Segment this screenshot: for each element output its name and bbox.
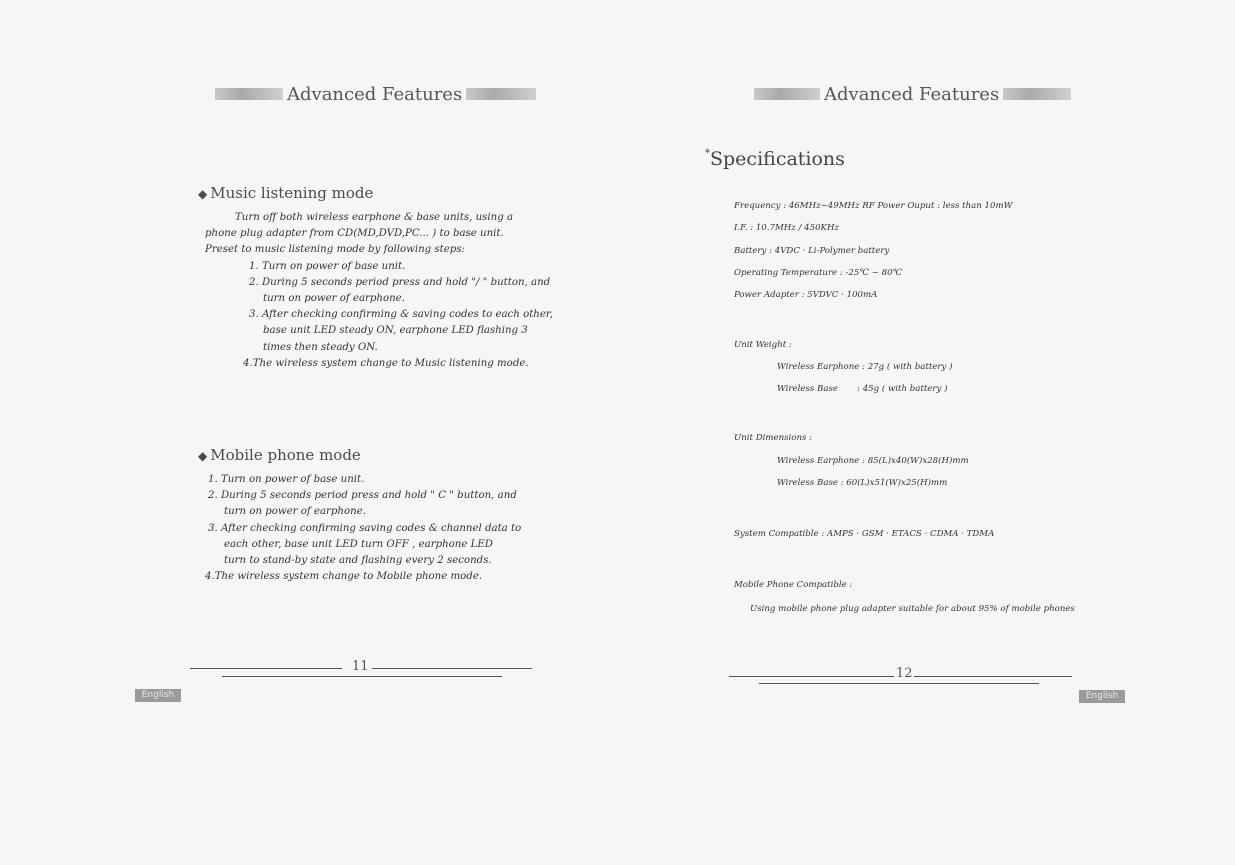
page-number: 12 xyxy=(896,666,913,681)
mobile-step-3: 3. After checking confirming saving codes & channel data to xyxy=(208,522,522,534)
mobile-step-1: 1. Turn on power of base unit. xyxy=(208,474,365,485)
footer-rule-under xyxy=(222,676,502,677)
music-step-2-cont: turn on power of earphone. xyxy=(263,293,405,305)
header-bar-right xyxy=(466,88,536,100)
language-tab: English xyxy=(1079,690,1125,703)
footer-rule-right xyxy=(372,668,532,669)
spec-operating-temperature: Operating Temperature : -25℃ ~ 80℃ xyxy=(734,268,903,278)
spec-system-compatible: System Compatible : AMPS · GSM · ETACS · CDMA · TDMA xyxy=(734,529,995,539)
spec-battery: Battery : 4VDC · Li-Polymer battery xyxy=(734,246,890,256)
header-title: Advanced Features xyxy=(287,83,463,105)
mobile-step-3-cont: turn to stand-by state and flashing every 2 seconds. xyxy=(224,555,492,567)
music-step-2: 2. During 5 seconds period press and hold "/ " button, and xyxy=(249,276,551,288)
language-tab: English xyxy=(135,689,181,702)
page-12 xyxy=(617,0,1235,865)
footer-rule-left xyxy=(729,676,894,677)
music-step-1: 1. Turn on power of base unit. xyxy=(249,260,406,272)
music-mode-heading-text: Music listening mode xyxy=(210,184,374,202)
footer-rule-left xyxy=(190,668,342,669)
mobile-step-2: 2. During 5 seconds period press and hold " C " button, and xyxy=(208,490,517,502)
music-step-4: 4.The wireless system change to Music listening mode. xyxy=(243,357,529,369)
music-intro-line: Turn off both wireless earphone & base units, using a xyxy=(235,212,514,223)
page-11 xyxy=(0,0,617,865)
spec-dimensions-base: Wireless Base : 60(L)x51(W)x25(H)mm xyxy=(777,478,948,488)
music-intro-line: Preset to music listening mode by following steps: xyxy=(205,244,465,256)
footer-rule-under xyxy=(759,683,1039,684)
music-step-3: 3. After checking confirming & saving codes to each other, xyxy=(249,309,553,321)
mobile-mode-heading xyxy=(198,446,361,464)
spec-power-adapter: Power Adapter : 5VDVC · 100mA xyxy=(734,290,878,300)
page-header xyxy=(215,80,536,108)
spec-mobile-compatible-label: Mobile Phone Compatible : xyxy=(734,580,853,590)
mobile-step-3-cont: each other, base unit LED turn OFF , earphone LED xyxy=(224,538,493,550)
spec-dimensions-earphone: Wireless Earphone : 85(L)x40(W)x28(H)mm xyxy=(777,456,969,466)
mobile-step-4: 4.The wireless system change to Mobile phone mode. xyxy=(205,571,483,583)
music-step-3-cont: times then steady ON. xyxy=(263,341,378,353)
footer-rule-right xyxy=(914,676,1072,677)
music-mode-heading xyxy=(198,184,373,202)
mobile-mode-body xyxy=(205,472,565,585)
page-number: 11 xyxy=(352,659,369,674)
spec-mobile-compatible-detail: Using mobile phone plug adapter suitable for about 95% of mobile phones xyxy=(750,604,1075,614)
spec-frequency: Frequency : 46MHz~49MHz RF Power Ouput : less than 10mW xyxy=(734,201,1013,211)
spec-mark: * xyxy=(705,148,710,159)
specifications-list xyxy=(734,0,1204,865)
specifications-heading-text: Specifications xyxy=(710,148,845,170)
diamond-bullet-icon: ◆ xyxy=(198,187,208,201)
header-title: Advanced Features xyxy=(824,83,1000,105)
mobile-step-2-cont: turn on power of earphone. xyxy=(224,506,366,518)
spec-unit-weight-label: Unit Weight : xyxy=(734,340,792,350)
spec-if: I.F. : 10.7MHz / 450KHz xyxy=(734,223,839,233)
spec-weight-earphone: Wireless Earphone : 27g ( with battery ) xyxy=(777,362,953,372)
spec-weight-base: Wireless Base : 45g ( with battery ) xyxy=(777,384,948,394)
music-step-3-cont: base unit LED steady ON, earphone LED flashing 3 xyxy=(263,325,528,337)
spec-unit-dimensions-label: Unit Dimensions : xyxy=(734,433,813,443)
music-intro-line: phone plug adapter from CD(MD,DVD,PC... ) to base unit. xyxy=(205,228,504,240)
header-bar-left xyxy=(215,88,283,100)
mobile-mode-heading-text: Mobile phone mode xyxy=(210,446,361,464)
diamond-bullet-icon: ◆ xyxy=(198,449,208,463)
music-mode-body xyxy=(205,210,555,372)
